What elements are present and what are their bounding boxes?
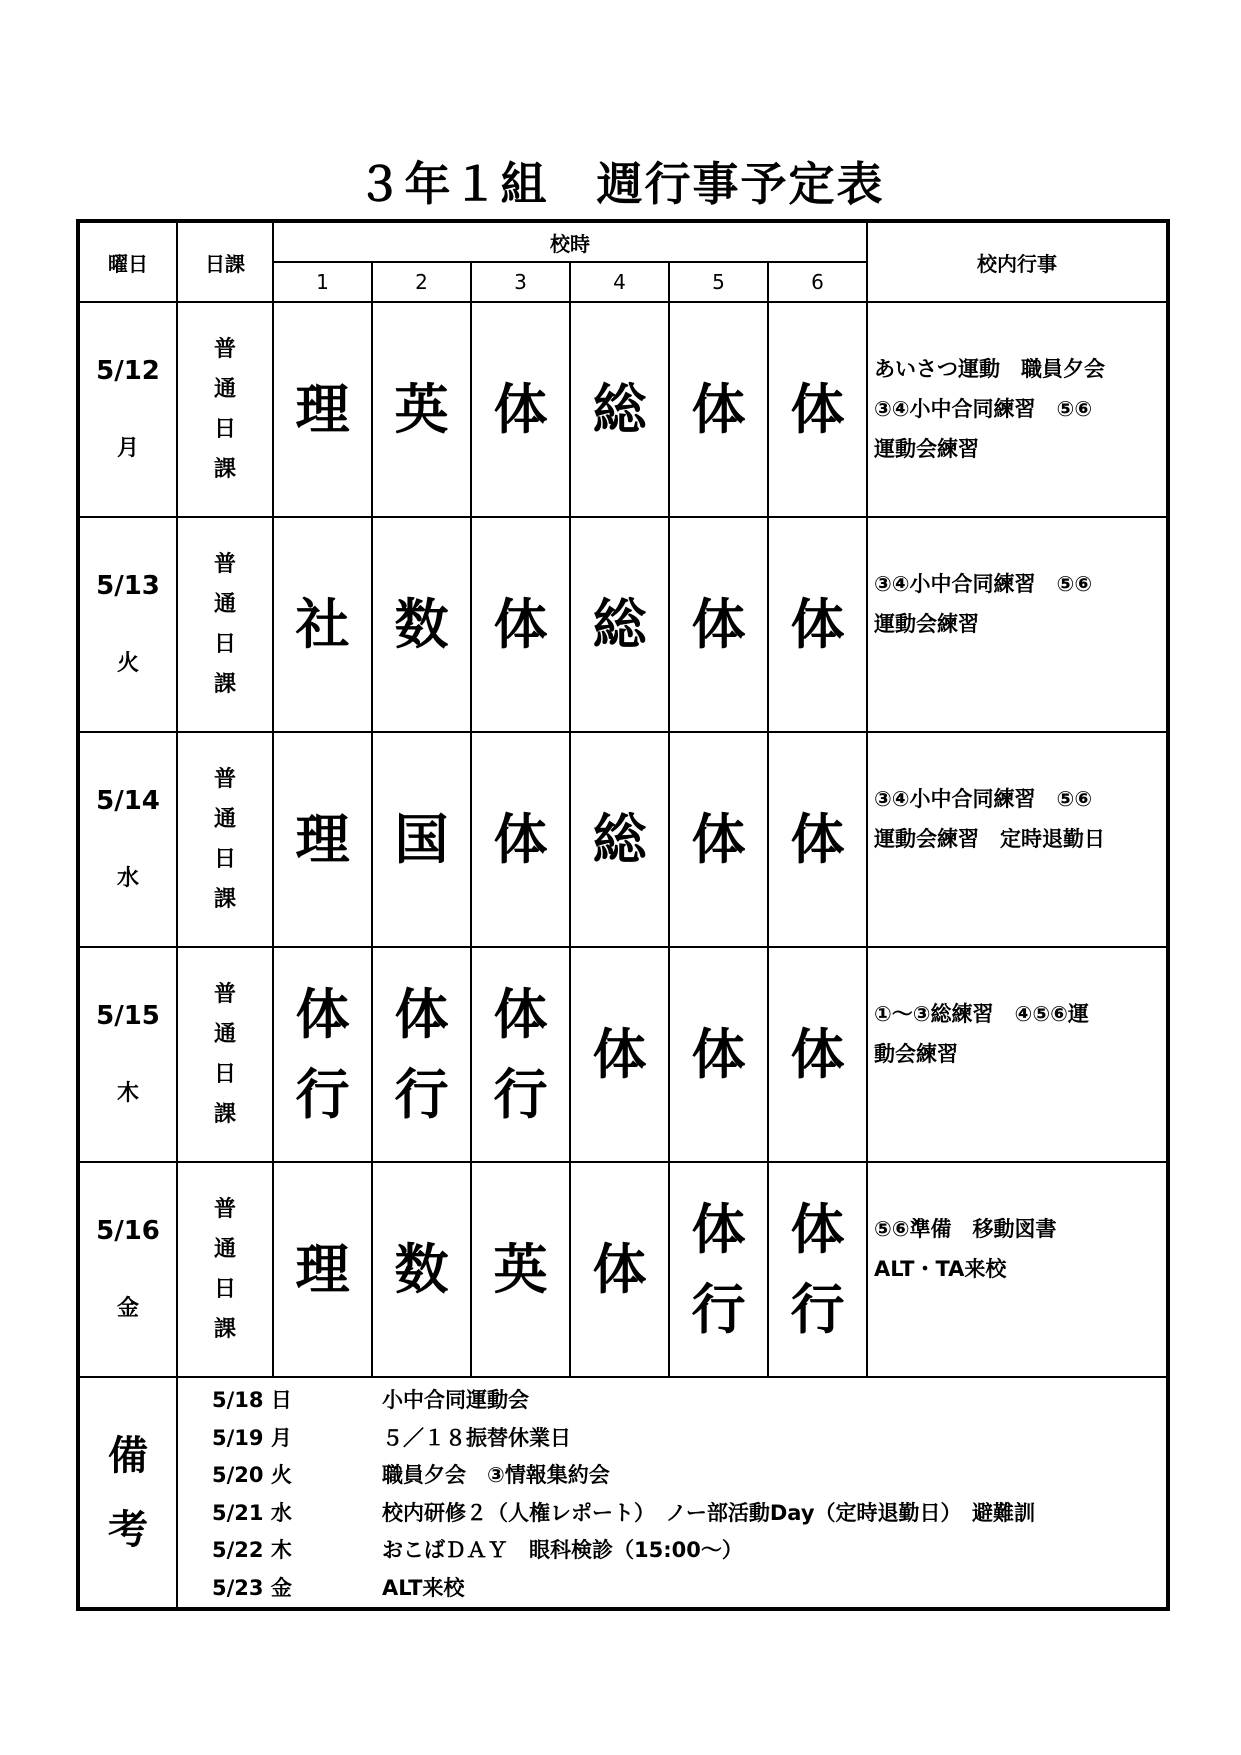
subject-cell <box>471 732 570 947</box>
schedule-type-char: 普 <box>213 551 236 577</box>
schedule-type-char: 課 <box>213 1101 236 1127</box>
subject-cell <box>570 947 669 1162</box>
day-weekday: 水 <box>116 865 139 891</box>
schedule-type-char: 通 <box>213 806 236 832</box>
subject-cell <box>570 302 669 517</box>
day-row <box>78 732 1168 947</box>
note-date: 5/23 金 <box>212 1575 292 1600</box>
schedule-type-char: 普 <box>213 1196 236 1222</box>
events-cell <box>867 947 1168 1162</box>
schedule-type-cell <box>177 732 273 947</box>
subject-cell <box>471 302 570 517</box>
subject-char: 行 <box>295 1062 350 1126</box>
schedule-type-char: 日 <box>213 416 236 442</box>
schedule-type-cell <box>177 947 273 1162</box>
subject-cell <box>273 302 372 517</box>
event-line: 運動会練習 定時退勤日 <box>874 827 1105 851</box>
subject-char: 理 <box>295 1237 350 1301</box>
subject-char: 体 <box>790 592 845 656</box>
subject-char: 行 <box>691 1277 746 1341</box>
subject-char: 英 <box>493 1237 548 1301</box>
event-line: ③④小中合同練習 ⑤⑥ <box>874 572 1093 596</box>
note-item <box>178 1495 1166 1533</box>
event-line: ①～③総練習 ④⑤⑥運 <box>874 1002 1089 1026</box>
schedule-type-char: 通 <box>213 376 236 402</box>
day-date: 5/14 <box>96 785 160 816</box>
subject-char: 体 <box>691 807 746 871</box>
day-row <box>78 1162 1168 1377</box>
subject-cell <box>768 302 867 517</box>
period-number: 2 <box>372 262 471 302</box>
subject-cell <box>669 302 768 517</box>
event-line: ⑤⑥準備 移動図書 <box>874 1217 1057 1241</box>
day-weekday: 木 <box>116 1080 139 1106</box>
note-date: 5/20 火 <box>212 1463 292 1487</box>
schedule-type-char: 課 <box>213 886 236 912</box>
period-number: 6 <box>768 262 867 302</box>
subject-char: 理 <box>295 807 350 871</box>
note-text: ５／１８振替休業日 <box>382 1425 571 1450</box>
subject-char: 体 <box>691 1022 746 1086</box>
subject-cell <box>669 517 768 732</box>
events-cell <box>867 517 1168 732</box>
subject-cell <box>768 1162 867 1377</box>
subject-char: 体 <box>493 807 548 871</box>
subject-char: 体 <box>790 807 845 871</box>
note-text: ALT来校 <box>382 1575 465 1600</box>
subject-char: 体 <box>790 1197 845 1261</box>
event-line: 動会練習 <box>874 1042 958 1066</box>
notes-list <box>177 1377 1168 1609</box>
weekly-schedule-table <box>76 219 1170 1611</box>
note-item <box>178 1532 1166 1570</box>
subject-cell <box>273 517 372 732</box>
schedule-type-char: 日 <box>213 1276 236 1302</box>
subject-char: 体 <box>493 982 548 1046</box>
header-type: 日課 <box>177 221 273 302</box>
subject-char: 数 <box>394 1237 449 1301</box>
note-date: 5/22 木 <box>212 1538 292 1562</box>
subject-char: 体 <box>790 1022 845 1086</box>
schedule-type-char: 普 <box>213 766 236 792</box>
period-number: 1 <box>273 262 372 302</box>
header-day: 曜日 <box>78 221 177 302</box>
subject-char: 行 <box>394 1062 449 1126</box>
events-cell <box>867 732 1168 947</box>
subject-cell <box>669 947 768 1162</box>
day-weekday: 月 <box>116 435 139 461</box>
note-date: 5/21 水 <box>212 1500 292 1525</box>
day-cell <box>78 302 177 517</box>
subject-char: 行 <box>493 1062 548 1126</box>
day-date: 5/16 <box>96 1215 160 1246</box>
subject-cell <box>570 1162 669 1377</box>
subject-char: 体 <box>394 982 449 1046</box>
subject-cell <box>768 947 867 1162</box>
day-row <box>78 302 1168 517</box>
subject-cell <box>471 947 570 1162</box>
day-cell <box>78 517 177 732</box>
subject-cell <box>372 517 471 732</box>
event-line: あいさつ運動 職員夕会 <box>874 357 1105 381</box>
subject-char: 社 <box>295 592 350 656</box>
schedule-type-char: 日 <box>213 846 236 872</box>
day-row <box>78 947 1168 1162</box>
schedule-type-char: 課 <box>213 1316 236 1342</box>
note-text: 職員夕会 ③情報集約会 <box>382 1463 610 1487</box>
day-row <box>78 517 1168 732</box>
schedule-type-char: 通 <box>213 1236 236 1262</box>
events-cell <box>867 1162 1168 1377</box>
day-cell <box>78 732 177 947</box>
event-line: ALT・TA来校 <box>874 1257 1007 1281</box>
subject-cell <box>471 1162 570 1377</box>
subject-char: 総 <box>592 807 647 871</box>
subject-char: 英 <box>394 377 449 441</box>
day-date: 5/15 <box>96 1000 160 1031</box>
subject-cell <box>471 517 570 732</box>
note-item <box>178 1570 1166 1608</box>
day-weekday: 金 <box>116 1295 139 1321</box>
note-date: 5/18 日 <box>212 1388 292 1412</box>
subject-char: 国 <box>394 807 449 871</box>
note-date: 5/19 月 <box>212 1425 292 1450</box>
subject-char: 総 <box>592 377 647 441</box>
day-date: 5/12 <box>96 355 160 386</box>
day-cell <box>78 947 177 1162</box>
subject-char: 体 <box>691 377 746 441</box>
note-item <box>178 1420 1166 1458</box>
subject-cell <box>372 947 471 1162</box>
schedule-type-char: 課 <box>213 671 236 697</box>
subject-char: 体 <box>691 592 746 656</box>
schedule-type-cell <box>177 302 273 517</box>
day-date: 5/13 <box>96 570 160 601</box>
subject-cell <box>273 1162 372 1377</box>
event-line: ③④小中合同練習 ⑤⑥ <box>874 787 1093 811</box>
subject-cell <box>372 1162 471 1377</box>
subject-char: 体 <box>493 377 548 441</box>
note-item <box>178 1382 1166 1420</box>
subject-char: 行 <box>790 1277 845 1341</box>
notes-row <box>78 1377 1168 1609</box>
subject-cell <box>768 517 867 732</box>
schedule-type-cell <box>177 1162 273 1377</box>
subject-char: 総 <box>592 592 647 656</box>
event-line: 運動会練習 <box>874 612 979 636</box>
subject-char: 体 <box>592 1237 647 1301</box>
schedule-type-char: 日 <box>213 631 236 657</box>
period-number: 4 <box>570 262 669 302</box>
note-text: 小中合同運動会 <box>382 1388 529 1412</box>
subject-char: 数 <box>394 592 449 656</box>
event-line: ③④小中合同練習 ⑤⑥ <box>874 397 1093 421</box>
subject-cell <box>372 732 471 947</box>
header-events: 校内行事 <box>867 221 1168 302</box>
note-item <box>178 1457 1166 1495</box>
notes-label: 備 考 <box>78 1377 177 1609</box>
subject-cell <box>372 302 471 517</box>
subject-char: 体 <box>295 982 350 1046</box>
subject-cell <box>669 732 768 947</box>
period-number: 3 <box>471 262 570 302</box>
schedule-type-char: 通 <box>213 591 236 617</box>
subject-cell <box>273 947 372 1162</box>
events-cell <box>867 302 1168 517</box>
subject-char: 体 <box>493 592 548 656</box>
subject-cell <box>669 1162 768 1377</box>
subject-cell <box>570 517 669 732</box>
subject-char: 体 <box>790 377 845 441</box>
header-periods: 校時 <box>273 221 867 262</box>
day-weekday: 火 <box>116 650 139 676</box>
subject-char: 体 <box>691 1197 746 1261</box>
schedule-type-char: 課 <box>213 456 236 482</box>
subject-cell <box>570 732 669 947</box>
period-number: 5 <box>669 262 768 302</box>
schedule-type-cell <box>177 517 273 732</box>
note-text: 校内研修２（人権レポート） ノー部活動Day（定時退勤日） 避難訓 <box>382 1500 1036 1525</box>
note-text: おこばＤＡＹ 眼科検診（15:00～） <box>382 1538 743 1562</box>
subject-cell <box>768 732 867 947</box>
event-line: 運動会練習 <box>874 437 979 461</box>
subject-char: 体 <box>592 1022 647 1086</box>
schedule-type-char: 通 <box>213 1021 236 1047</box>
subject-cell <box>273 732 372 947</box>
subject-char: 理 <box>295 377 350 441</box>
schedule-type-char: 普 <box>213 336 236 362</box>
page-title: ３年１組 週行事予定表 <box>356 157 885 211</box>
schedule-type-char: 日 <box>213 1061 236 1087</box>
day-cell <box>78 1162 177 1377</box>
schedule-type-char: 普 <box>213 981 236 1007</box>
